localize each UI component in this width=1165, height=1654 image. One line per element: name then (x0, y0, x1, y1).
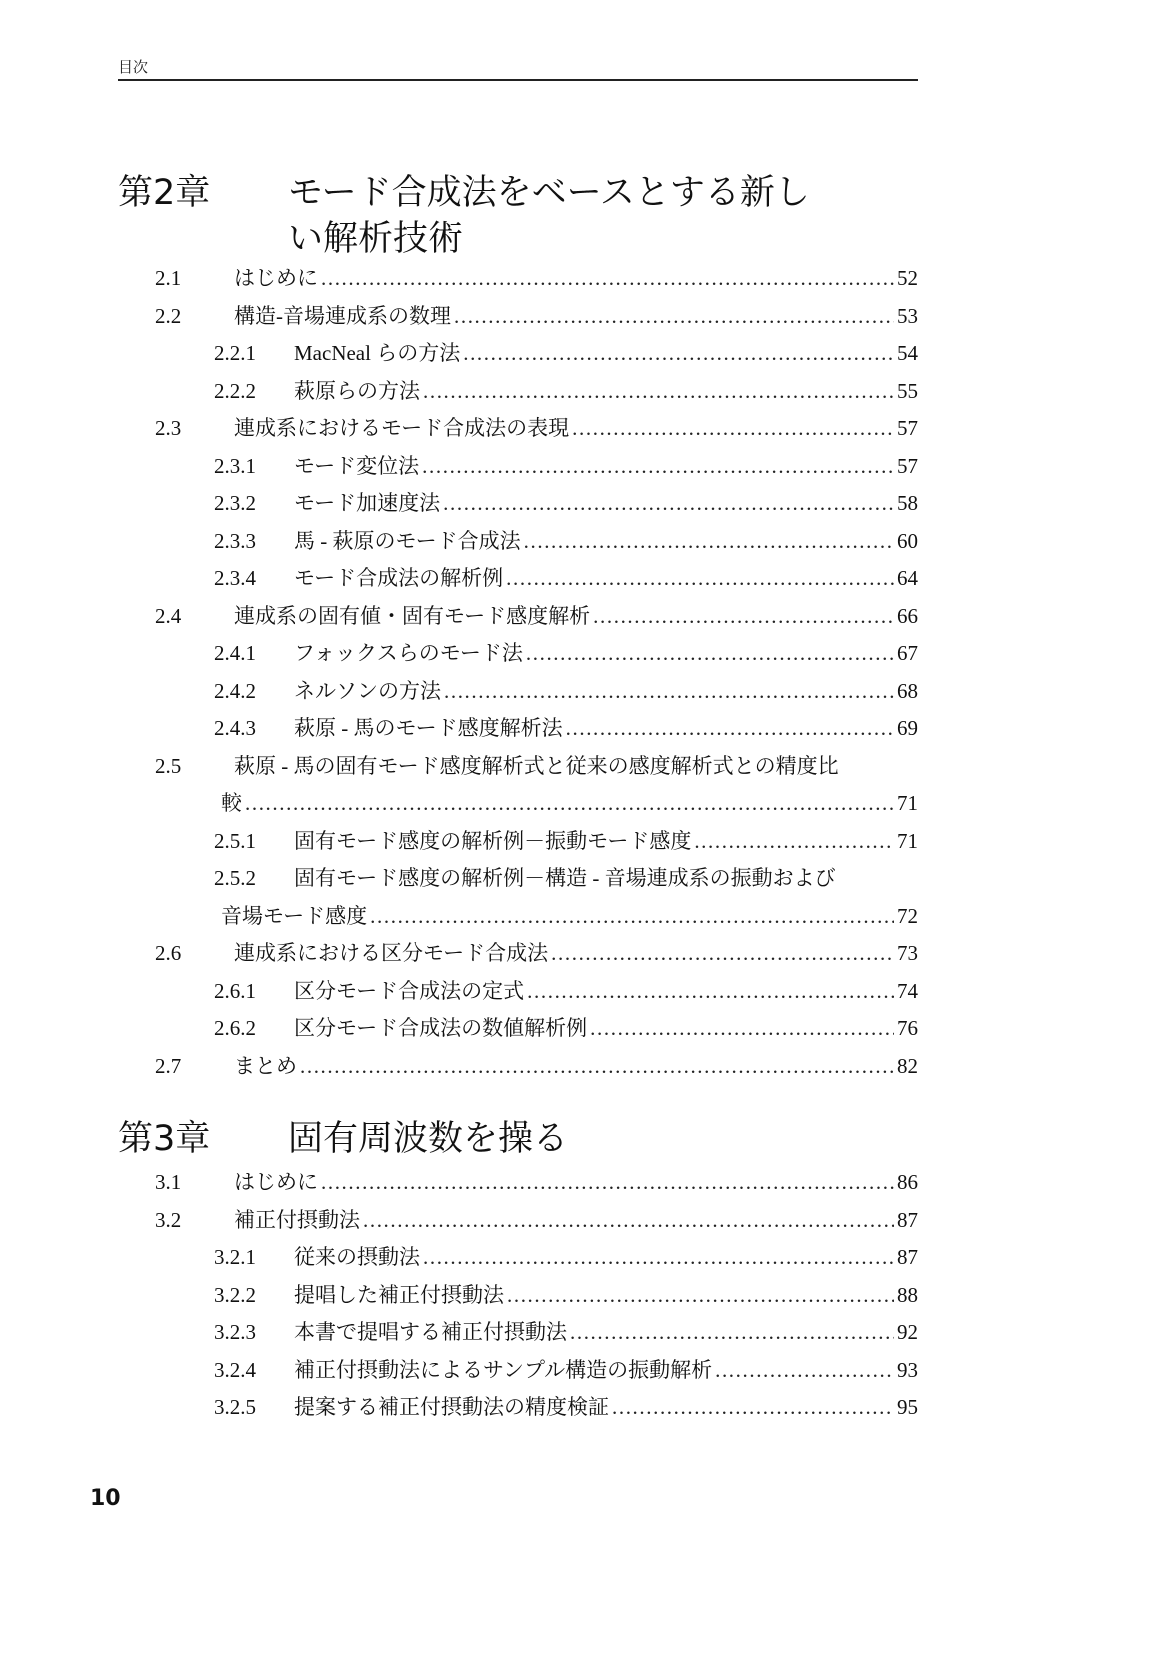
toc-entry[interactable] (0, 598, 1165, 636)
page-ref: 52 (897, 266, 918, 290)
page-ref: 93 (897, 1357, 918, 1382)
toc-entry[interactable] (0, 1010, 1165, 1048)
section-number: 3.2.1 (214, 1245, 256, 1269)
toc-entry-continuation[interactable] (0, 898, 1165, 936)
section-title: 固有モード感度の解析例－構造 - 音場連成系の振動および (294, 866, 836, 890)
section-title: MacNeal らの方法 (294, 341, 461, 365)
section-number: 2.7 (155, 1053, 182, 1078)
section-title: ネルソンの方法 (294, 678, 441, 703)
toc-entry[interactable] (0, 448, 1165, 486)
page-ref: 82 (897, 1053, 918, 1078)
page-ref: 87 (897, 1245, 918, 1269)
section-number: 3.2.3 (214, 1320, 256, 1344)
section-number: 3.2.2 (214, 1282, 256, 1307)
dot-leader (370, 898, 894, 936)
section-number: 2.6.2 (214, 1016, 256, 1040)
section-number: 2.6.1 (214, 978, 256, 1003)
section-title: はじめに (234, 1170, 318, 1194)
page-ref: 86 (897, 1170, 918, 1194)
chapter-heading (118, 170, 918, 262)
section-title: はじめに (234, 266, 318, 290)
page-number: 10 (90, 1486, 121, 1511)
section-title-continued: 較 (221, 791, 242, 815)
toc-entry[interactable] (0, 710, 1165, 748)
section-title: モード合成法の解析例 (294, 566, 504, 590)
section-title: 連成系におけるモード合成法の表現 (234, 416, 570, 440)
page-ref: 88 (897, 1282, 918, 1307)
section-number: 2.4 (155, 603, 182, 628)
page-ref: 54 (897, 341, 918, 365)
dot-leader (570, 1314, 894, 1352)
dot-leader (506, 560, 894, 598)
chapter-title-line: モード合成法をベースとする新し (288, 173, 810, 213)
section-number: 2.3.4 (214, 566, 256, 590)
toc-entry[interactable] (0, 673, 1165, 711)
dot-leader (363, 1202, 894, 1240)
section-number: 3.2.5 (214, 1395, 256, 1419)
page-ref: 60 (897, 528, 918, 553)
page-ref: 53 (897, 303, 918, 328)
section-title: 構造-音場連成系の数理 (234, 303, 451, 328)
chapter-title (288, 170, 888, 262)
toc-entry[interactable] (0, 335, 1165, 373)
page-ref: 57 (897, 416, 918, 440)
section-title: 本書で提唱する補正付摂動法 (294, 1320, 567, 1344)
chapter-title (288, 1116, 888, 1162)
dot-leader (321, 260, 894, 298)
toc-entry[interactable] (0, 373, 1165, 411)
chapter-number: 第3章 (118, 1119, 211, 1159)
section-number: 2.2.2 (214, 378, 256, 403)
section-title: フォックスらのモード法 (294, 641, 523, 665)
page-ref: 69 (897, 716, 918, 740)
section-number: 2.3.3 (214, 528, 256, 553)
dot-leader (300, 1048, 894, 1086)
section-number: 2.5 (155, 753, 182, 778)
section-title: 区分モード合成法の数値解析例 (294, 1016, 588, 1040)
section-number: 3.2 (155, 1207, 182, 1232)
page-ref: 74 (897, 978, 918, 1003)
section-number: 2.1 (155, 266, 182, 290)
section-title: 提案する補正付摂動法の精度検証 (294, 1395, 609, 1419)
toc-entry[interactable] (0, 298, 1165, 336)
section-number: 2.3.1 (214, 453, 256, 478)
page-ref: 92 (897, 1320, 918, 1344)
page-ref: 68 (897, 678, 918, 703)
section-number: 2.2 (155, 303, 182, 328)
dot-leader (507, 1277, 894, 1315)
dot-leader (527, 973, 894, 1011)
toc-entry[interactable] (0, 1048, 1165, 1086)
section-number: 2.4.1 (214, 641, 256, 665)
section-number: 2.2.1 (214, 341, 256, 365)
chapter-title-line: 固有周波数を操る (288, 1119, 569, 1159)
dot-leader (444, 673, 894, 711)
toc-entry[interactable] (0, 260, 1165, 298)
toc-list (0, 260, 1165, 1085)
toc-entry[interactable] (0, 523, 1165, 561)
dot-leader (694, 823, 894, 861)
toc-entry[interactable] (0, 560, 1165, 598)
dot-leader (715, 1352, 894, 1390)
page-ref: 66 (897, 603, 918, 628)
page-ref: 95 (897, 1395, 918, 1419)
section-title: 萩原 - 馬の固有モード感度解析式と従来の感度解析式との精度比 (234, 753, 839, 778)
section-number: 2.5.2 (214, 866, 256, 890)
section-number: 2.3 (155, 416, 182, 440)
toc-entry[interactable] (0, 1389, 1165, 1427)
dot-leader (443, 485, 894, 523)
page-ref: 72 (897, 903, 918, 928)
dot-leader (572, 410, 894, 448)
dot-leader (590, 1010, 894, 1048)
dot-leader (612, 1389, 894, 1427)
toc-entry[interactable] (0, 1314, 1165, 1352)
page-ref: 73 (897, 941, 918, 965)
dot-leader (593, 598, 894, 636)
toc-entry[interactable] (0, 1277, 1165, 1315)
header-rule (118, 79, 918, 81)
section-title: 区分モード合成法の定式 (294, 978, 525, 1003)
section-title: 補正付摂動法 (234, 1207, 360, 1232)
toc-entry[interactable] (0, 1352, 1165, 1390)
section-title: 提唱した補正付摂動法 (294, 1282, 504, 1307)
dot-leader (245, 785, 894, 823)
section-number: 3.2.4 (214, 1357, 256, 1382)
page-ref: 71 (897, 791, 918, 815)
toc-entry[interactable] (0, 1164, 1165, 1202)
page-ref: 57 (897, 453, 918, 478)
dot-leader (422, 448, 894, 486)
toc-entry[interactable] (0, 935, 1165, 973)
toc-entry[interactable] (0, 410, 1165, 448)
section-title: 補正付摂動法によるサンプル構造の振動解析 (294, 1357, 713, 1382)
chapter-number: 第2章 (118, 173, 211, 213)
section-title: 馬 - 萩原のモード合成法 (294, 528, 521, 553)
toc-entry[interactable] (0, 860, 1165, 898)
chapter-title-line: い解析技術 (288, 219, 464, 259)
running-head: 目次 (118, 58, 149, 76)
toc-entry[interactable] (0, 1202, 1165, 1240)
toc-entry[interactable] (0, 973, 1165, 1011)
dot-leader (423, 1239, 894, 1277)
dot-leader (524, 523, 894, 561)
dot-leader (454, 298, 894, 336)
section-number: 2.5.1 (214, 828, 256, 853)
section-title: 連成系の固有値・固有モード感度解析 (234, 603, 591, 628)
page-ref: 58 (897, 491, 918, 515)
page-ref: 55 (897, 378, 918, 403)
section-title: 連成系における区分モード合成法 (234, 941, 549, 965)
toc-entry[interactable] (0, 748, 1165, 786)
section-title: まとめ (234, 1053, 297, 1078)
dot-leader (321, 1164, 894, 1202)
page-ref: 87 (897, 1207, 918, 1232)
section-number: 2.4.2 (214, 678, 256, 703)
section-title: 固有モード感度の解析例－振動モード感度 (294, 828, 692, 853)
section-title: モード加速度法 (294, 491, 441, 515)
section-number: 2.6 (155, 941, 182, 965)
chapter-heading (118, 1116, 918, 1162)
dot-leader (551, 935, 894, 973)
toc-entry[interactable] (0, 823, 1165, 861)
dot-leader (423, 373, 894, 411)
section-number: 3.1 (155, 1170, 182, 1194)
dot-leader (463, 335, 894, 373)
toc-list (0, 1164, 1165, 1427)
toc-entry[interactable] (0, 485, 1165, 523)
dot-leader (526, 635, 894, 673)
section-title: モード変位法 (294, 453, 420, 478)
section-title-continued: 音場モード感度 (221, 903, 368, 928)
page-ref: 67 (897, 641, 918, 665)
toc-entry-continuation[interactable] (0, 785, 1165, 823)
page-ref: 76 (897, 1016, 918, 1040)
section-number: 2.3.2 (214, 491, 256, 515)
toc-entry[interactable] (0, 1239, 1165, 1277)
section-number: 2.4.3 (214, 716, 256, 740)
page-ref: 64 (897, 566, 918, 590)
page-ref: 71 (897, 828, 918, 853)
toc-entry[interactable] (0, 635, 1165, 673)
section-title: 萩原らの方法 (294, 378, 420, 403)
section-title: 萩原 - 馬のモード感度解析法 (294, 716, 563, 740)
dot-leader (566, 710, 894, 748)
section-title: 従来の摂動法 (294, 1245, 420, 1269)
